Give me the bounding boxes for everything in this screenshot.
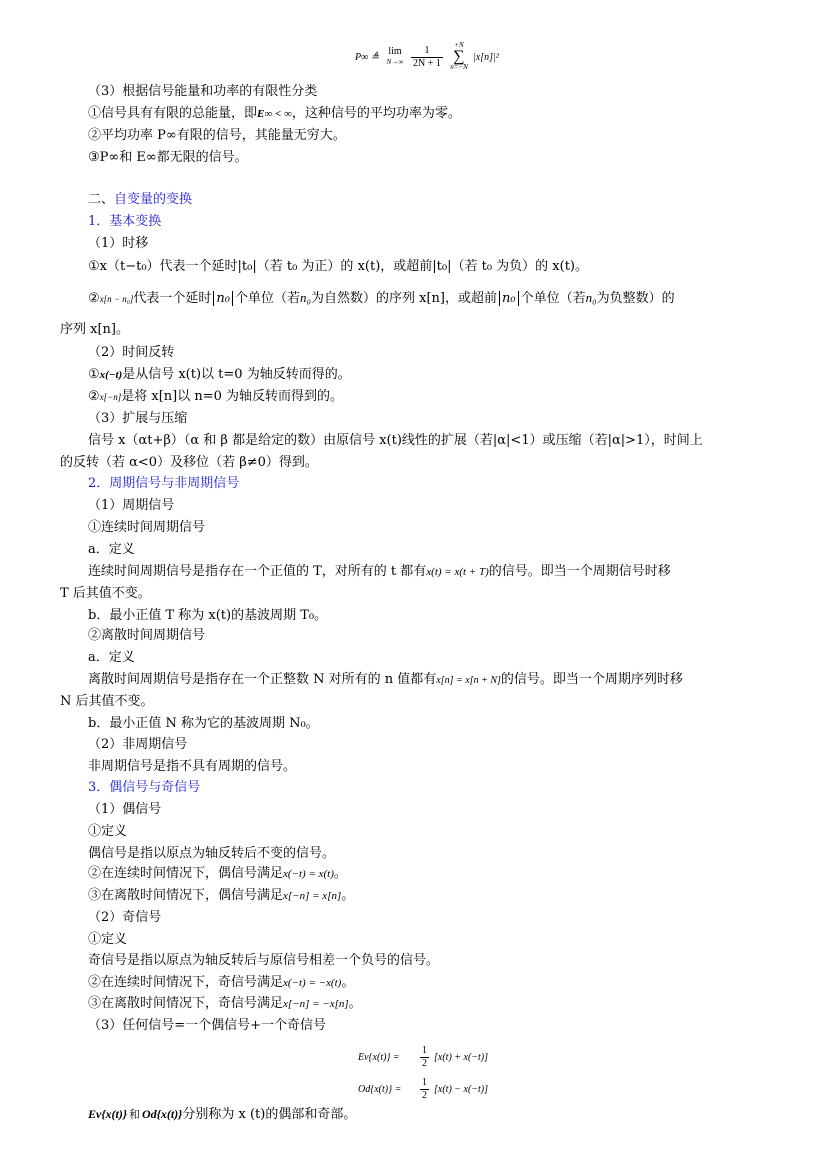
odd-dt: [88, 996, 362, 1012]
even-odd-parts-sentence: [88, 1106, 356, 1123]
odd-ct-end: 。: [341, 975, 355, 990]
rev2-math: x[−n]: [99, 392, 122, 402]
sum-top: +N: [454, 41, 464, 49]
time-reverse-item-1: [88, 367, 351, 383]
even-def-label: ①定义: [88, 824, 128, 839]
per-dt-def-text-a: 离散时间周期信号是指存在一个正整数 N 对所有的 n 值都有: [88, 672, 437, 687]
odd-ct: [88, 975, 354, 991]
energy-item-1: [88, 106, 461, 122]
sum-bottom: n=−N: [450, 63, 468, 71]
lim-sub: N→∞: [386, 58, 404, 66]
ev-rhs: [x(t) + x(−t)]: [434, 1052, 489, 1063]
rev1-text: 是从信号 x(t)以 t=0 为轴反转而得的。: [122, 367, 351, 382]
ev-fraction-num: 1: [422, 1045, 427, 1056]
odd-dt-math: x[−n] = −x[n]: [283, 998, 349, 1010]
even-part-formula: [358, 1044, 518, 1072]
odd-ct-math: x(−t) = −x(t): [283, 977, 342, 989]
scale-paragraph-2: 的反转（若 α<0）及移位（若 β≠0）得到。: [60, 455, 318, 470]
periodic-title: （1）周期信号: [88, 498, 175, 513]
od-lhs: Od{x(t)} =: [358, 1084, 402, 1095]
od-rhs: [x(t) − x(−t)]: [434, 1084, 489, 1095]
aperiodic-def: 非周期信号是指不具有周期的信号。: [88, 759, 297, 774]
ev-notation: Ev{x(t)}: [88, 1107, 128, 1121]
scale-paragraph-1: 信号 x（αt+β）（α 和 β 都是给定的数）由原信号 x(t)线性的扩展（若|α|<1）或压缩（若|α|>1），时间上: [88, 433, 703, 448]
last-text: 分别称为 x (t)的偶部和奇部。: [182, 1107, 357, 1122]
shift2-text-b: 代表一个延时: [133, 291, 212, 306]
heading-periodic: 2．周期信号与非周期信号: [88, 476, 240, 491]
power-fraction: [411, 45, 443, 70]
ev-lhs: Ev{x(t)} =: [358, 1052, 400, 1063]
heading-even-odd: 3．偶信号与奇信号: [88, 780, 201, 795]
shift2-n0: n₀: [299, 290, 312, 305]
per-ct-def-text-a: 连续时间周期信号是指存在一个正值的 T，对所有的 t 都有: [88, 564, 427, 579]
od-fraction-num: 1: [422, 1077, 427, 1088]
even-dt-math: x[−n] = x[n]: [283, 890, 342, 902]
shift2-text-d: 为自然数）的序列 x[n]，或超前: [311, 291, 497, 306]
section-2-heading: [88, 192, 192, 208]
shift2-abs-2: n₀: [499, 291, 519, 306]
periodic-dt-def-1: [88, 672, 683, 689]
shift2-text-c: 个单位（若: [234, 291, 300, 306]
sigma-icon: ∑: [453, 48, 465, 65]
even-ct-math: x(−t) = x(t): [283, 868, 334, 880]
per-dt-def-math: x[n] = x[n + N]: [436, 675, 501, 686]
rev1-num: ①: [88, 367, 100, 382]
aperiodic-title: （2）非周期信号: [88, 737, 188, 752]
shift2-text-e: 个单位（若: [520, 291, 586, 306]
periodic-dt-a: a．定义: [88, 650, 135, 665]
even-def: 偶信号是指以原点为轴反转后不变的信号。: [88, 846, 336, 861]
periodic-ct-a: a．定义: [88, 542, 135, 557]
periodic-dt: ②离散时间周期信号: [88, 628, 206, 643]
summand: |x[n]|²: [473, 52, 499, 63]
shift2-abs: n₀: [213, 291, 233, 306]
energy-item-3: ③P∞和 E∞都无限的信号。: [88, 150, 248, 165]
periodic-ct: ①连续时间周期信号: [88, 520, 206, 535]
ev-fraction-den: 2: [422, 1058, 427, 1069]
summation: [449, 42, 469, 71]
fraction-numerator: 1: [411, 45, 443, 58]
per-ct-def-text-b: 的信号。即当一个周期信号时移: [488, 564, 671, 579]
energy-item-1-text-b: ，这种信号的平均功率为零。: [291, 106, 461, 121]
power-lhs: P∞ ≜: [355, 52, 380, 63]
rev2-num: ②: [88, 389, 100, 404]
odd-ct-text: ②在连续时间情况下，奇信号满足: [88, 975, 284, 990]
time-shift-item-2-cont: 序列 x[n]。: [60, 322, 129, 337]
even-dt-end: 。: [341, 888, 355, 903]
periodic-ct-def-1: [88, 564, 671, 580]
shift2-num: ②: [88, 291, 100, 306]
power-formula: [355, 42, 515, 78]
time-shift-item-1: ①x（t−t₀）代表一个延时|t₀|（若 t₀ 为正）的 x(t)，或超前|t₀|（若 t₀ 为负）的 x(t)。: [88, 259, 588, 274]
even-ct: [88, 866, 347, 882]
even-dt: [88, 888, 354, 904]
shift2-math: x[n − n₀]: [99, 294, 134, 304]
odd-def: 奇信号是指以原点为轴反转后与原信号相差一个负号的信号。: [88, 953, 440, 968]
heading-basic-transform: 1．基本变换: [88, 214, 162, 229]
od-fraction: [420, 1077, 429, 1102]
odd-dt-end: 。: [348, 996, 362, 1011]
shift2-n0-b: n₀: [585, 290, 597, 305]
even-ct-end: 。: [333, 866, 347, 881]
periodic-ct-def-2: T 后其值不变。: [60, 586, 151, 601]
section-2-title: 自变量的变换: [114, 192, 193, 207]
od-notation: Od{x(t)}: [142, 1107, 183, 1121]
rev2-text: 是将 x[n]以 n=0 为轴反转而得到的。: [121, 389, 344, 404]
and-text: 和: [129, 1108, 141, 1121]
shift2-text-f: 为负整数）的: [596, 291, 675, 306]
energy-item-2: ②平均功率 P∞有限的信号，其能量无穷大。: [88, 128, 346, 143]
energy-item-1-text: ①信号具有有限的总能量，即: [88, 106, 258, 121]
scale-title: （3）扩展与压缩: [88, 411, 188, 426]
time-reverse-title: （2）时间反转: [88, 345, 175, 360]
odd-dt-text: ③在离散时间情况下，奇信号满足: [88, 996, 284, 1011]
any-signal-title: （3）任何信号=一个偶信号+一个奇信号: [88, 1018, 327, 1033]
time-reverse-item-2: [88, 389, 343, 405]
limit-operator: [383, 46, 407, 66]
periodic-dt-b: b．最小正值 N 称为它的基波周期 N₀。: [88, 716, 319, 731]
lim-text: lim: [388, 46, 402, 57]
per-ct-def-math: x(t) = x(t + T): [426, 566, 489, 578]
section-2-prefix: 二、: [88, 192, 115, 207]
ev-fraction: [420, 1045, 429, 1070]
even-ct-text: ②在连续时间情况下，偶信号满足: [88, 866, 284, 881]
periodic-dt-def-2: N 后其值不变。: [60, 694, 154, 709]
per-dt-def-text-b: 的信号。即当一个周期序列时移: [500, 672, 683, 687]
energy-item-1-math: E∞ < ∞: [257, 108, 292, 120]
odd-part-formula: [358, 1076, 518, 1104]
time-shift-title: （1）时移: [88, 236, 149, 251]
section-3-title: （3）根据信号能量和功率的有限性分类: [88, 84, 318, 99]
time-shift-item-2: [88, 290, 675, 307]
odd-title: （2）奇信号: [88, 910, 162, 925]
od-fraction-den: 2: [422, 1090, 427, 1101]
fraction-denominator: 2N + 1: [413, 58, 441, 69]
periodic-ct-b: b．最小正值 T 称为 x(t)的基波周期 T₀。: [88, 608, 328, 623]
odd-def-label: ①定义: [88, 932, 128, 947]
rev1-math: x(−t): [99, 369, 123, 381]
even-title: （1）偶信号: [88, 802, 162, 817]
even-dt-text: ③在离散时间情况下，偶信号满足: [88, 888, 284, 903]
